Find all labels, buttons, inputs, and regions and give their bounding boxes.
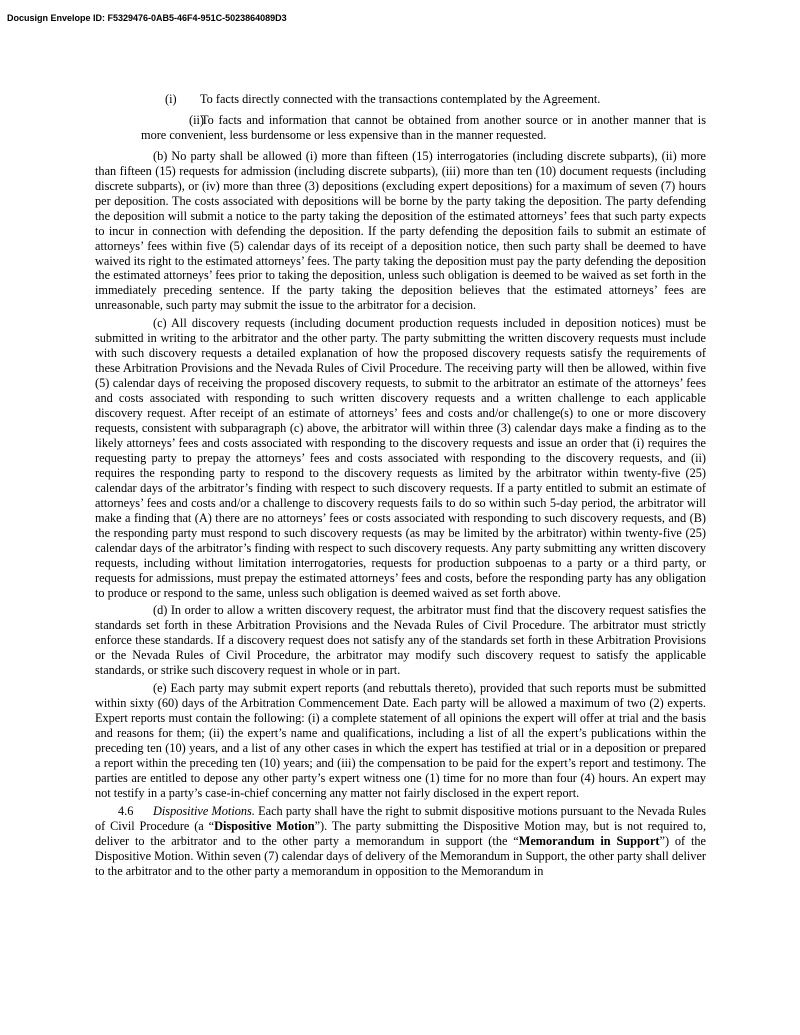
section-4-6 [95,804,706,879]
defined-term: Memorandum in Support [518,833,660,848]
list-text: To facts and information that cannot be obtained from another source or in another manner that is more convenient, less burdensome or less expensive than in the manner requested. [141,112,706,142]
paragraph-c: (c) All discovery requests (including document production requests included in deposition notices) must be submitted in writing to the arbitrator and the other party. The party submitting the written discovery requests must include with such discovery requests a detailed explanation of how the proposed discovery requests satisfy the requirements of these Arbitration Provisions and the Nevada Rules of Civil Procedure. The receiving party will then be allowed, within five (5) calendar days of receiving the proposed discovery requests, to submit to the arbitrator an estimate of the attorneys’ fees and costs associated with responding to such written discovery requests and a written challenge to each applicable discovery request. After receipt of an estimate of attorneys’ fees and costs and/or challenge(s) to one or more discovery requests, consistent with subparagraph (c) above, the arbitrator will within three (3) calendar days make a finding as to the likely attorneys’ fees and costs associated with responding to the discovery requests and issue an order that (i) requires the requesting party to prepay the attorneys’ fees and costs associated with responding to the discovery requests, and (ii) requires the responding party to respond to the discovery requests as limited by the arbitrator within twenty-five (25) calendar days of the arbitrator’s finding with respect to such discovery requests. If a party entitled to submit an estimate of attorneys’ fees and costs and/or a challenge to discovery requests fails to do so within such 5-day period, the arbitrator will make a finding that (A) there are no attorneys’ fees or costs associated with responding to such discovery requests, and (B) the responding party must respond to such discovery requests (as may be limited by the arbitrator) within twenty-five (25) calendar days of the arbitrator’s finding with respect to such discovery requests. Any party submitting any written discovery requests, including without limitation interrogatories, requests for production subpoenas to a party or a third party, or requests for admissions, must prepay the estimated attorneys’ fees and costs, before the responding party has any obligation to produce or respond to the same, unless such obligation is deemed waived as set forth above. [95,316,706,600]
section-number: 4.6 [118,803,134,818]
section-text: ”) of the Dispositive Motion. Within seven (7) calendar days of delivery of the Memorandum in Support, the other party shall deliver to the arbitrator and to the other party a memorandum in opposition to the Memorandum in [95,833,706,878]
defined-term: Dispositive Motion [214,818,315,833]
document-body [95,92,706,879]
paragraph-b: (b) No party shall be allowed (i) more than fifteen (15) interrogatories (including discrete subparts), (ii) more than fifteen (15) requests for admission (including discrete subparts), (iii) more than ten (10) document requests (including discrete subparts), or (iv) more than three (3) depositions (excluding expert depositions) for a maximum of seven (7) hours per deposition. The costs associated with depositions will be borne by the party taking the deposition. The party defending the deposition will submit a notice to the party taking the deposition of the estimated attorneys’ fees that such party expects to incur in connection with defending the deposition. If the party defending the deposition fails to submit an estimate of attorneys’ fees within five (5) calendar days of its receipt of a deposition notice, then such party shall be deemed to have waived its right to the estimated attorneys’ fees. The party taking the deposition must pay the party defending the deposition the estimated attorneys’ fees prior to taking the deposition, unless such obligation is deemed to be waived as set forth in the immediately preceding sentence. If the party taking the deposition believes that the estimated attorneys’ fees are unreasonable, such party may submit the issue to the arbitrator for a decision. [95,148,706,313]
paragraph-e: (e) Each party may submit expert reports (and rebuttals thereto), provided that such reports must be submitted within sixty (60) days of the Arbitration Commencement Date. Each party will be allowed a maximum of two (2) experts. Expert reports must contain the following: (i) a complete statement of all opinions the expert will offer at trial and the basis and reasons for them; (ii) the expert’s name and qualifications, including a list of all the expert’s publications within the preceding ten (10) years, and a list of any other cases in which the expert has testified at trial or in a deposition or prepared a report within the preceding ten (10) years; and (iii) the compensation to be paid for the expert’s report and testimony. The parties are entitled to depose any other party’s expert witness one (1) time for no more than four (4) hours. An expert may not testify in a party’s case-in-chief concerning any matter not fairly disclosed in the expert report. [95,681,706,800]
list-text: To facts directly connected with the transactions contemplated by the Agreement. [200,92,601,106]
envelope-id: Docusign Envelope ID: F5329476-0AB5-46F4-951C-5023864089D3 [7,13,287,23]
section-text: Each party shall have the right to submit dispositive motions pursuant to the Nevada Rules of Civil Procedure (a “ [95,803,706,833]
list-item-i [95,92,706,107]
list-item-ii [95,113,706,143]
paragraph-d: (d) In order to allow a written discovery request, the arbitrator must find that the discovery request satisfies the standards set forth in these Arbitration Provisions and the Nevada Rules of Civil Procedure. The arbitrator must strictly enforce these standards. If a discovery request does not satisfy any of the standards set forth in these Arbitration Provisions or the Nevada Rules of Civil Procedure, the arbitrator may modify such discovery request to satisfy the applicable standards, or strike such discovery request in whole or in part. [95,603,706,678]
section-heading: Dispositive Motions. [153,803,255,818]
list-number: (i) [165,92,177,106]
list-number: (ii) [189,112,205,127]
section-text: ”). The party submitting the Dispositive Motion may, but is not required to, deliver to the arbitrator and to the other party a memorandum in support (the “ [95,818,707,848]
